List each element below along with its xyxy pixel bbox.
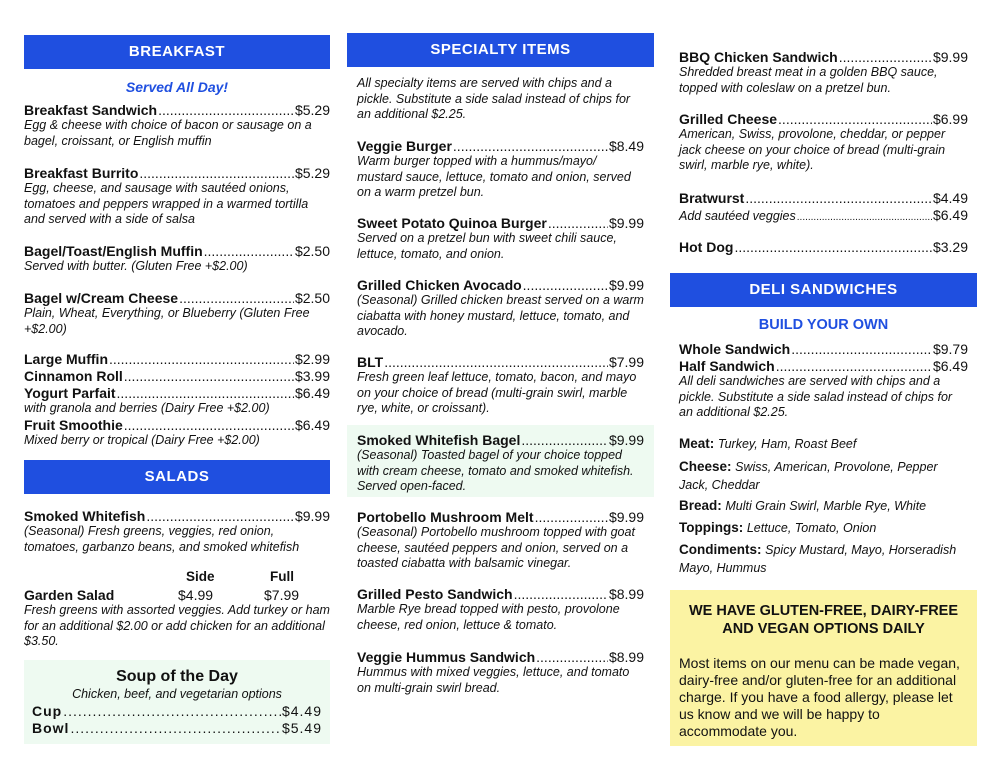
item-price: $7.99 [608,354,644,370]
soup-bowl [32,720,322,736]
option-value: Turkey, Ham, Roast Beef [717,437,857,451]
item-price: $6.49 [932,207,968,223]
item-name: Grilled Chicken Avocado [357,277,522,293]
menu-item-veggie-burger [357,138,644,201]
item-name: Yogurt Parfait [24,385,116,401]
item-price: $9.99 [932,49,968,65]
option-value: Spicy Mustard, Mayo, Horseradish Mayo, Hummus [679,543,957,575]
deli-option-toppings [679,519,968,537]
menu-item-large-muffin [24,351,330,367]
deli-half-sandwich [679,358,968,421]
item-description: Warm burger topped with a hummus/mayo/ mustard sauce, lettuce, tomato and onion, served on a warm pretzel bun. [357,154,631,199]
item-price: $4.49 [932,190,968,206]
menu-item-yogurt-parfait [24,385,330,417]
item-price: $2.50 [294,243,330,259]
menu-item-add-veggies [679,207,968,226]
item-price: $9.99 [608,277,644,293]
item-description: Plain, Wheat, Everything, or Blueberry (Gluten Free +$2.00) [24,306,310,336]
option-label: Cheese: [679,459,732,474]
menu-item-bagel-toast [24,243,330,275]
deli-option-condiments [679,541,968,577]
deli-header: DELI SANDWICHES [670,273,977,307]
menu-item-grilled-cheese [679,111,968,174]
item-description: with granola and berries (Dairy Free +$2.00) [24,401,270,415]
item-name: Smoked Whitefish Bagel [357,432,521,448]
option-value: Multi Grain Swirl, Marble Rye, White [725,499,927,513]
item-price: $6.99 [932,111,968,127]
item-price: $5.49 [281,720,322,736]
item-price: $6.49 [932,358,968,374]
salads-header: SALADS [24,460,330,494]
menu-item-smoked-whitefish [24,508,330,555]
item-description: Egg, cheese, and sausage with sautéed onions, tomatoes and peppers wrapped in a warmed tortilla and served with a side of salsa [24,181,309,226]
item-name: Hot Dog [679,239,734,255]
deli-subtitle: BUILD YOUR OWN [758,317,889,333]
option-label: Toppings: [679,520,744,535]
item-name: Garden Salad [24,587,115,603]
item-price: $9.79 [932,341,968,357]
item-description: Shredded breast meat in a golden BBQ sauce, topped with coleslaw on a pretzel bun. [679,65,938,95]
item-name: Large Muffin [24,351,108,367]
menu-item-grilled-pesto [357,586,644,633]
item-name: Breakfast Burrito [24,165,139,181]
option-label: Condiments: [679,542,762,557]
item-name: Bratwurst [679,190,745,206]
menu-item-sweet-potato-burger [357,215,644,262]
breakfast-header: BREAKFAST [24,35,330,69]
menu-item-breakfast-burrito [24,165,330,228]
deli-option-cheese [679,458,968,494]
item-name: Grilled Cheese [679,111,778,127]
dietary-notice [670,590,977,746]
item-description: Marble Rye bread topped with pesto, provolone cheese, red onion, lettuce & tomato. [357,602,620,632]
item-description: Mixed berry or tropical (Dairy Free +$2.00) [24,433,260,447]
item-description: Fresh green leaf lettuce, tomato, bacon, and mayo on your choice of bread (multi-grain swirl, marble rye, white, or croissant). [357,370,637,415]
soup-description: Chicken, beef, and vegetarian options [72,687,282,701]
item-price: $4.49 [281,703,322,719]
item-price: $8.99 [608,586,644,602]
full-price: $7.99 [264,587,300,603]
menu-item-hot-dog [679,239,968,255]
menu-item-bbq-chicken [679,49,968,96]
menu-item-blt [357,354,644,417]
option-label: Bread: [679,498,722,513]
option-label: Meat: [679,436,715,451]
item-name: Grilled Pesto Sandwich [357,586,513,602]
option-value: Lettuce, Tomato, Onion [746,521,877,535]
menu-item-grilled-chicken-avocado [357,277,644,340]
item-price: $9.99 [608,509,644,525]
menu-item-breakfast-sandwich [24,102,330,149]
item-description: (Seasonal) Grilled chicken breast served on a warm ciabatta with honey mustard, lettuce, tomato, and avocado. [357,293,644,338]
specialty-header: SPECIALTY ITEMS [347,33,654,67]
item-description: (Seasonal) Portobello mushroom topped with goat cheese, sautéed peppers and onion, served on a toasted ciabatta with balsamic vinegar. [357,525,635,570]
side-price: $4.99 [178,587,214,603]
deli-description: All deli sandwiches are served with chips and a pickle. Substitute a side salad instead of chips for an additional $2.25. [679,374,953,419]
item-price: $9.99 [608,215,644,231]
item-price: $8.49 [608,138,644,154]
specialty-intro: All specialty items are served with chips and a pickle. Substitute a side salad instead of chips for an additional $2.25. [357,76,631,121]
breakfast-subtitle: Served All Day! [125,79,229,95]
item-name: Cinnamon Roll [24,368,123,384]
size-side-label: Side [186,569,215,584]
item-name: Half Sandwich [679,358,775,374]
menu-item-smoked-whitefish-bagel [357,432,644,495]
item-price: $9.99 [608,432,644,448]
deli-whole-sandwich [679,341,968,357]
menu-item-veggie-hummus [357,649,644,696]
item-description: (Seasonal) Toasted bagel of your choice topped with cream cheese, tomato and smoked whitefish. Served open-faced. [357,448,634,493]
item-name: Bagel/Toast/English Muffin [24,243,203,259]
size-full-label: Full [270,569,294,584]
item-description: American, Swiss, provolone, cheddar, or pepper jack cheese on your choice of bread (multi-grain swirl, marble rye, white). [679,127,946,172]
deli-option-bread [679,497,968,515]
deli-option-meat [679,435,968,453]
item-price: $2.99 [294,351,330,367]
item-price: $6.49 [294,385,330,401]
item-name: Whole Sandwich [679,341,791,357]
soup-title: Soup of the Day [116,668,238,685]
item-name: Breakfast Sandwich [24,102,158,118]
item-price: $2.50 [294,290,330,306]
menu-item-bagel-cream-cheese [24,290,330,337]
item-name: Bowl [32,720,70,736]
item-name: Bagel w/Cream Cheese [24,290,179,306]
menu-item-bratwurst [679,190,968,206]
item-description: (Seasonal) Fresh greens, veggies, red onion, tomatoes, garbanzo beans, and smoked whitefish [24,524,300,554]
item-price: $5.29 [294,165,330,181]
menu-item-garden-salad [24,587,330,650]
item-name: BBQ Chicken Sandwich [679,49,838,65]
menu-item-portobello-melt [357,509,644,572]
item-price: $8.99 [608,649,644,665]
item-description: Hummus with mixed veggies, lettuce, and tomato on multi-grain swirl bread. [357,665,630,695]
item-name: Add sautéed veggies [679,209,796,223]
item-price: $3.99 [294,368,330,384]
item-description: Served on a pretzel bun with sweet chili sauce, lettuce, tomato, and onion. [357,231,617,261]
item-price: $6.49 [294,417,330,433]
item-name: Veggie Burger [357,138,452,154]
menu-item-cinnamon-roll [24,368,330,384]
item-description: Served with butter. (Gluten Free +$2.00) [24,259,248,273]
item-name: Portobello Mushroom Melt [357,509,534,525]
item-name: Veggie Hummus Sandwich [357,649,536,665]
item-name: BLT [357,354,384,370]
item-price: $5.29 [294,102,330,118]
soup-box [24,660,330,744]
item-name: Sweet Potato Quinoa Burger [357,215,547,231]
soup-cup [32,703,322,719]
item-description: Fresh greens with assorted veggies. Add turkey or ham for an additional $2.00 or add chicken for an additional $3.50. [24,603,330,648]
item-price: $9.99 [294,508,330,524]
notice-body: Most items on our menu can be made vegan, dairy-free and/or gluten-free for an additional charge. If you have a food allergy, please let us know and we will be happy to accommodate you. [679,655,960,739]
menu-item-fruit-smoothie [24,417,330,449]
notice-title: WE HAVE GLUTEN-FREE, DAIRY-FREE AND VEGAN OPTIONS DAILY [688,603,959,637]
item-name: Smoked Whitefish [24,508,146,524]
item-name: Cup [32,703,63,719]
item-price: $3.29 [932,239,968,255]
option-value: Swiss, American, Provolone, Pepper Jack, Cheddar [679,460,938,492]
item-name: Fruit Smoothie [24,417,123,433]
item-description: Egg & cheese with choice of bacon or sausage on a bagel, croissant, or English muffin [24,118,312,148]
